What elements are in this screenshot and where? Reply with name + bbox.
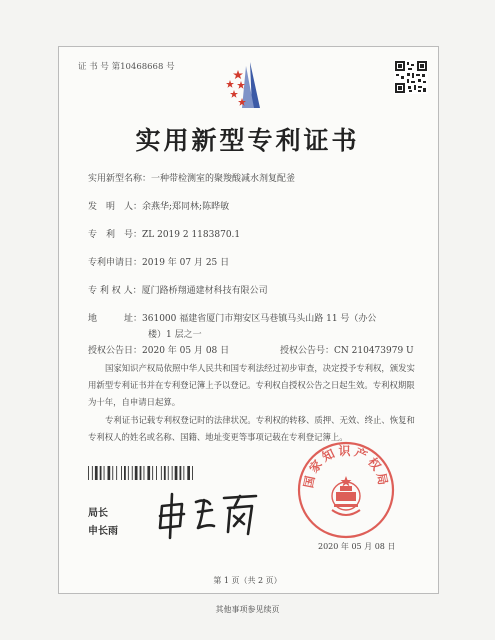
certificate-number: 证 书 号 第10468668 号 [78, 62, 175, 72]
field-label: 专利申请日： [88, 258, 143, 268]
paragraph-legal-status: 专利证书记载专利权登记时的法律状况。专利权的转移、质押、无效、终止、恢复和专利权人的姓名或名称、国籍、地址变更等事项记载在专利登记簿上。 [88, 415, 415, 442]
field-address-continued [148, 327, 202, 340]
field-patent-number [88, 227, 240, 240]
field-label: 授权公告日： [88, 346, 143, 356]
page-number: 第 1 页（共 2 页） [213, 576, 282, 585]
footer-note: 其他事项参见续页 [215, 605, 280, 614]
field-grant-date [88, 343, 229, 356]
field-address [88, 311, 376, 324]
certificate-title: 实用新型专利证书 [135, 126, 360, 155]
signatory-role: 局长 [88, 508, 108, 519]
field-label: 地 址： [88, 314, 143, 324]
field-label: 专 利 号： [88, 230, 143, 240]
field-label: 授权公告号： [280, 346, 335, 356]
field-value: 一种带检测室的聚羧酸减水剂复配釜 [151, 174, 296, 184]
field-patentee [88, 283, 268, 296]
field-value: 361000 福建省厦门市翔安区马巷镇马头山路 11 号（办公 [142, 314, 377, 324]
field-inventors [88, 199, 229, 212]
qr-code-icon [394, 60, 428, 94]
cnipa-logo-icon [212, 60, 284, 110]
paragraph-grant-statement: 国家知识产权局依照中华人民共和国专利法经过初步审查，决定授予专利权，颁发实用新型专利证书并在专利登记簿上予以登记。专利权自授权公告之日起生效。专利权期限为十年，自申请日起算。 [88, 363, 415, 407]
field-value: 厦门路桥翔通建材科技有限公司 [141, 286, 268, 296]
field-label: 发 明 人： [88, 202, 143, 212]
field-label: 实用新型名称： [88, 174, 152, 184]
field-label: 专 利 权 人： [88, 286, 142, 296]
field-application-date [88, 255, 229, 268]
field-announcement-number [280, 343, 414, 356]
official-seal-icon [296, 440, 396, 540]
seal-date: 2020 年 05 月 08 日 [318, 542, 396, 551]
signature-icon [148, 490, 268, 540]
seal-text: 国家知识产权局 [301, 443, 391, 490]
field-value: 2020 年 05 月 08 日 [142, 346, 230, 356]
field-value: 2019 年 07 月 25 日 [142, 258, 230, 268]
field-value: 楼）1 层之一 [148, 330, 202, 340]
barcode-icon [88, 466, 196, 480]
field-utility-model-name [88, 171, 295, 184]
field-value: 余燕华;郑同林;陈晔敏 [142, 202, 230, 212]
field-value: ZL 2019 2 1183870.1 [142, 230, 241, 240]
field-value: CN 210473979 U [334, 346, 414, 356]
signatory-name: 申长雨 [88, 526, 118, 537]
